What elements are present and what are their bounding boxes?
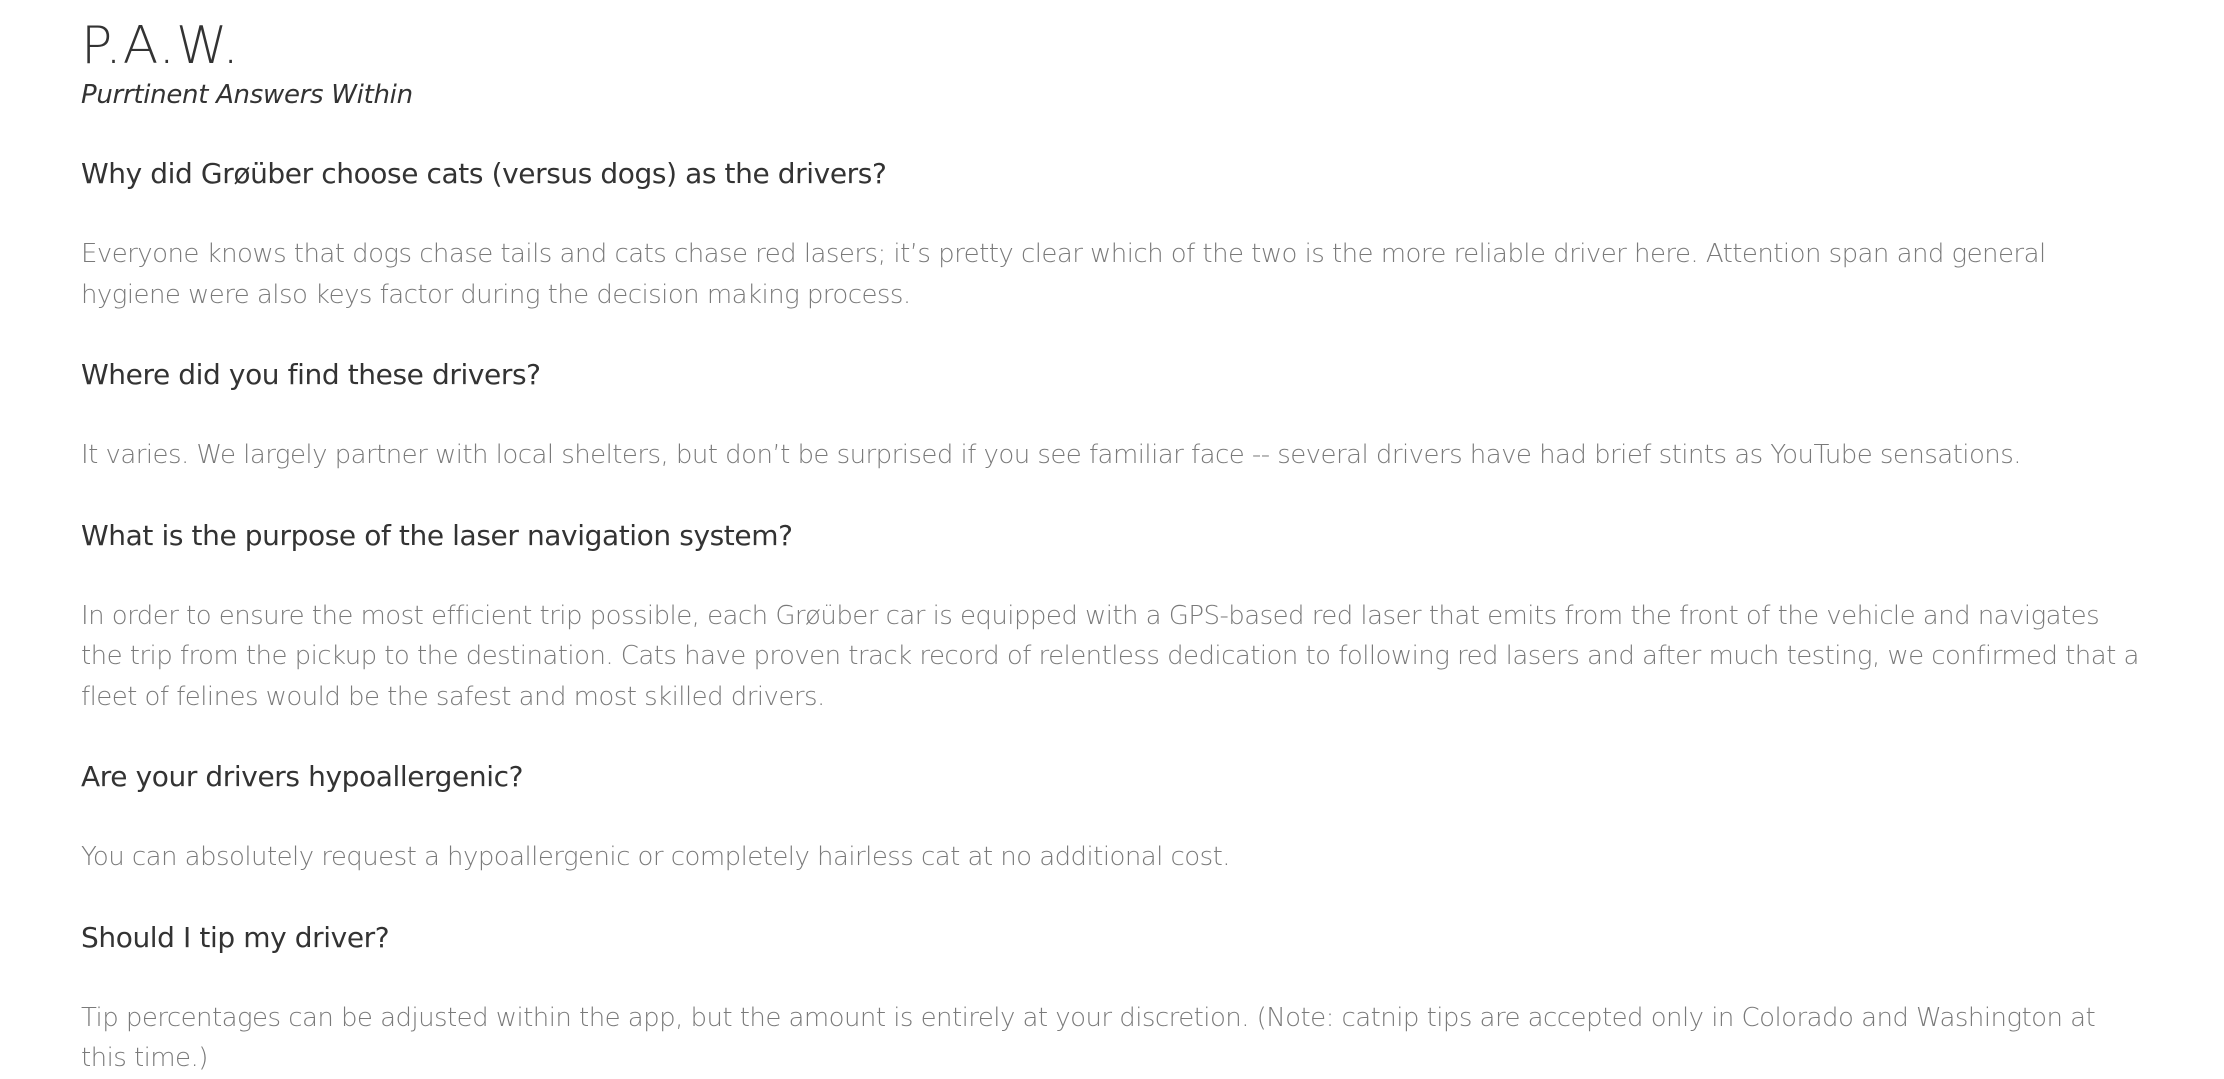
faq-answer: In order to ensure the most efficient trip possible, each Grøüber car is equipped with a GPS-based red laser that emits from the front of the vehicle and navigates the trip from the pickup to the destination. Cats have proven track record of relentless dedication to following red lasers and after much testing, we confirmed that a fleet of felines would be the safest and most skilled drivers.: [81, 600, 2139, 712]
faq-item: [81, 154, 2144, 315]
faq-list: [81, 154, 2144, 1079]
faq-item: [81, 757, 2144, 878]
faq-item: [81, 918, 2144, 1079]
faq-item: [81, 516, 2144, 718]
site-tagline: Purrtinent Answers Within: [81, 80, 413, 110]
faq-question: What is the purpose of the laser navigation system?: [81, 518, 793, 552]
site-header: [81, 0, 2144, 112]
site-title: P.A.W.: [81, 16, 240, 76]
faq-answer: You can absolutely request a hypoallergenic or completely hairless cat at no additional cost.: [81, 842, 1231, 872]
faq-answer: Tip percentages can be adjusted within the app, but the amount is entirely at your discretion. (Note: catnip tips are accepted only in Colorado and Washington at this time.): [81, 1002, 2096, 1073]
faq-answer: Everyone knows that dogs chase tails and cats chase red lasers; it’s pretty clear which of the two is the more reliable driver here. Attention span and general hygiene were also keys factor during the decision making process.: [81, 239, 2046, 310]
faq-question: Why did Grøüber choose cats (versus dogs) as the drivers?: [81, 157, 887, 190]
faq-question: Are your drivers hypoallergenic?: [81, 760, 524, 793]
faq-question: Where did you find these drivers?: [81, 358, 541, 391]
faq-question: Should I tip my driver?: [81, 920, 390, 954]
faq-item: [81, 355, 2144, 476]
faq-answer: It varies. We largely partner with local shelters, but don’t be surprised if you see familiar face -- several drivers have had brief stints as YouTube sensations.: [81, 440, 2021, 470]
